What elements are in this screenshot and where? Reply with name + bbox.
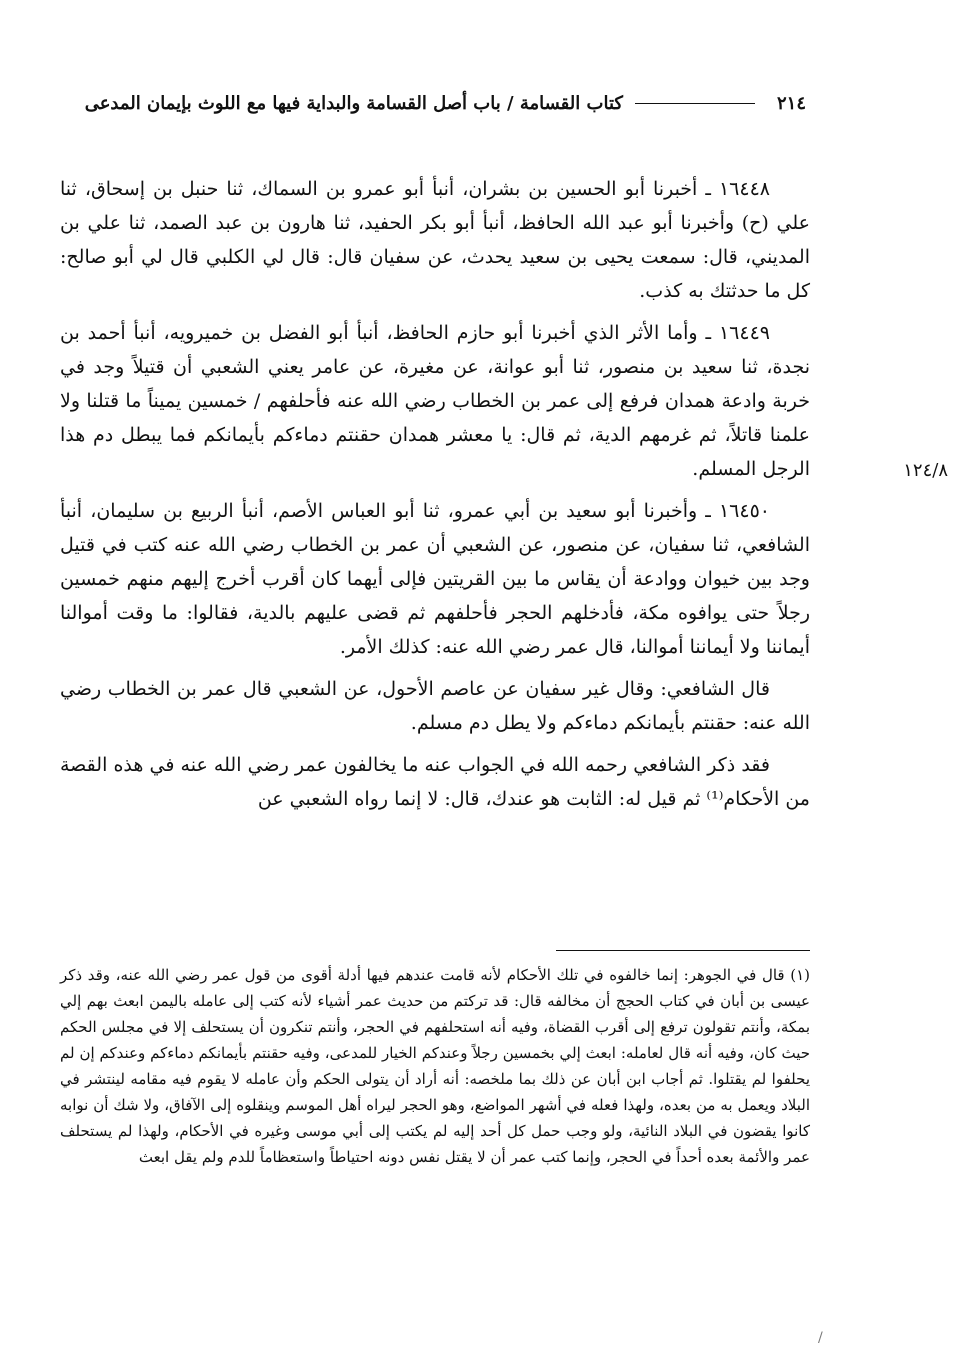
paragraph-discussion: فقد ذكر الشافعي رحمه الله في الجواب عنه ما يخالفون عمر رضي الله عنه في هذه القصة من الأحكام⁽¹⁾ ثم قيل له: الثابت هو عندك، قال: لا إنما رواه الشعبي عن (60, 754, 810, 810)
margin-reference: ١٢٤/٨ (903, 460, 948, 481)
bottom-mark: / (818, 1330, 823, 1346)
footnote-separator (556, 950, 810, 951)
paragraph-16450: ١٦٤٥٠ ـ وأخبرنا أبو سعيد بن أبي عمرو، ثنا أبو العباس الأصم، أنبأ الربيع بن سليمان، أنبأ الشافعي، ثنا سفيان، عن منصور، عن الشعبي أن عمر بن الخطاب رضي الله عنه كتب في قتيل وجد بين خيوان ووادعة أن يقاس ما بين القريتين فإلى أيهما كان أقرب أخرج إليهم منهم خمسين رجلاً حتى يوافوه مكة، فأدخلهم الحجر فأحلفهم ثم قضى عليهم بالدية، فقالوا: ما وقت أموالنا أيماننا ولا أيماننا أموالنا، قال عمر رضي الله عنه: كذلك الأمر. (60, 500, 810, 658)
header-rule (635, 103, 755, 104)
running-header (64, 86, 806, 120)
paragraph-16448: ١٦٤٤٨ ـ أخبرنا أبو الحسين بن بشران، أنبأ أبو عمرو بن السماك، ثنا حنبل بن إسحاق، ثنا علي (ح) وأخبرنا أبو عبد الله الحافظ، أنبأ أبو بكر الحفيد، ثنا هارون بن عبد الصمد، ثنا علي بن المديني، قال: سمعت يحيى بن سعيد يحدث، عن سفيان قال: قال لي الكلبي قال لي أبو صالح: كل ما حدثتك به كذب. (60, 178, 810, 302)
main-text (60, 172, 810, 824)
paragraph-16449: ١٦٤٤٩ ـ وأما الأثر الذي أخبرنا أبو حازم الحافظ، أنبأ أبو الفضل بن خميرويه، أنبأ أحمد بن نجدة، ثنا سعيد بن منصور، ثنا أبو عوانة، عن مغيرة، عن عامر يعني الشعبي أن قتيلاً وجد في خربة وادعة همدان فرفع إلى عمر بن الخطاب رضي الله عنه فأحلفهم / خمسين يميناً ما قتلنا ولا علمنا قاتلاً، ثم غرمهم الدية، ثم قال: يا معشر همدان حقنتم دماءكم بأيمانكم فما يبطل دم هذا الرجل المسلم. (60, 322, 810, 480)
running-title: كتاب القسامة / باب أصل القسامة والبداية فيها مع اللوث بإيمان المدعى (84, 92, 623, 114)
footnote: (١) قال في الجوهر: إنما خالفوه في تلك الأحكام لأنه قامت عندهم فيها أدلة أقوى من قول عمر رضي الله عنه، وقد ذكر عيسى بن أبان في كتاب الحجج أن مخالفه قال: قد تركتم من حديث عمر أشياء لأنه كتب إلى عامله باليمن ابعث بهم إلي بمكة، وأنتم تقولون ترفع إلى أقرب القضاة، وفيه أنه استحلفهم في الحجر، وأنتم تنكرون أن يستحلف إلا في مجلس الحكم حيث كان، وفيه أنه قال لعامله: ابعث إلي بخمسين رجلاً وعندكم الخيار للمدعى، وفيه حقنتم بأيمانكم دماءكم وعندكم إن لم يحلفوا لم يقتلوا. ثم أجاب ابن أبان عن ذلك بما ملخصه: أنه أراد أن يتولى الحكم وأن عامله لا يقوم فيه مقامه لينتشر في البلاد ويعمل به من بعده، ولهذا فعله في أشهر المواضع، وهو الحجر ليراه أهل الموسم وينقلوه إلى الآفاق، ولا شك أن نوابه كانوا يقضون في البلاد النائية، ولو وجب حمل كل أحد إليه لم يكتب إلى أبي موسى وغيره في الأحكام، ولهذا لم يستحلف عمر والأئمة بعده أحداً في الحجر، وإنما كتب عمر أن لا يقتل نفس دونه احتياطاً واستعظاماً للدم ولم يقل ابعث (60, 966, 810, 1166)
page-number: ٢١٤ (776, 92, 806, 114)
paragraph-shafii: قال الشافعي: وقال غير سفيان عن عاصم الأحول، عن الشعبي قال عمر بن الخطاب رضي الله عنه: حقنتم بأيمانكم دماءكم ولا يطل دم مسلم. (60, 678, 810, 734)
